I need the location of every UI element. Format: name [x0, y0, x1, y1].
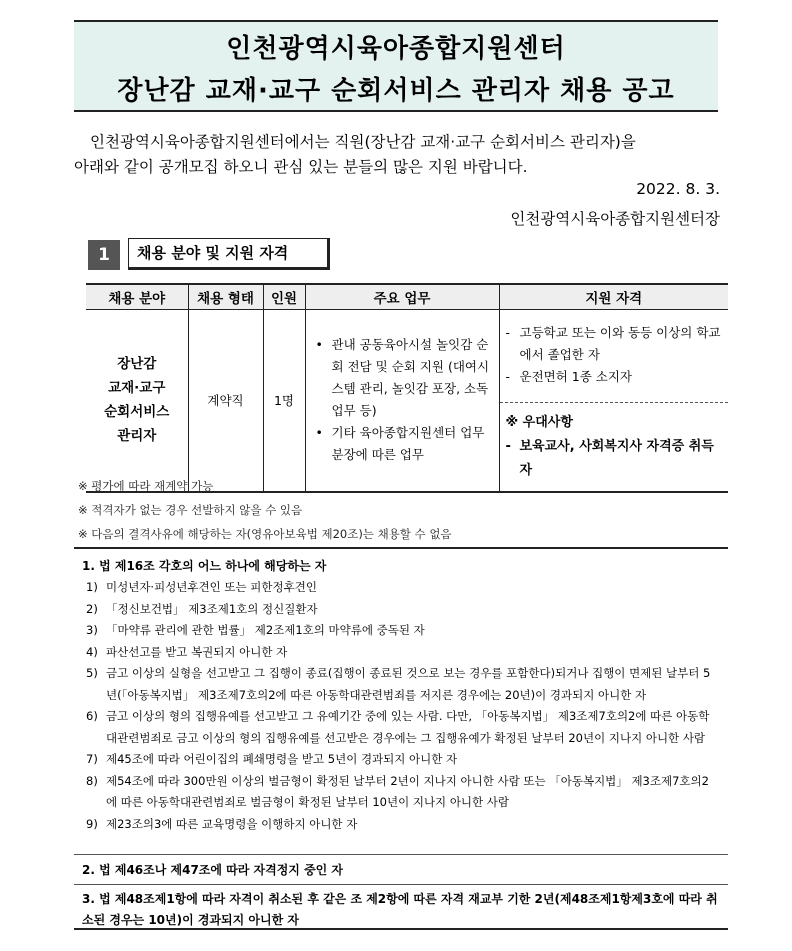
list-item — [82, 749, 720, 771]
notice-title: 장난감 교재·교구 순회서비스 관리자 채용 공고 — [117, 76, 675, 106]
disqualification-group-1 — [74, 549, 728, 855]
item-number: 4) — [86, 644, 98, 659]
item-text: 제54조에 따라 300만원 이상의 벌금형이 확정된 날부터 2년이 지나지 아니한 사람 또는 「아동복지법」 제3조제7호의2에 따른 아동학대관련범죄로 벌금형이 확정된 날부터 10년이 지나지 아니한 사람 — [106, 773, 709, 809]
field-line: 순회서비스 — [104, 404, 170, 420]
item-number: 2) — [86, 601, 98, 616]
duty-bullet: • — [315, 425, 323, 440]
qual-bullet: - — [505, 368, 511, 384]
note-disqualification: ※ 다음의 결격사유에 해당하는 자(영유아보육법 제20조)는 채용할 수 없음 — [78, 527, 452, 541]
note-no-selection: ※ 적격자가 없는 경우 선발하지 않을 수 있음 — [78, 503, 303, 517]
duty-item — [316, 334, 493, 422]
intro-line-2: 아래와 같이 공개모집 하오니 관심 있는 분들의 많은 지원 바랍니다. — [74, 158, 528, 176]
reason-list — [82, 577, 720, 835]
item-number: 3) — [86, 623, 98, 637]
qualification-item — [506, 366, 725, 388]
field-cell — [86, 309, 188, 492]
duty-text: 기타 육아종합지원센터 업무분장에 따른 업무 — [331, 425, 485, 462]
disqualification-group-2 — [74, 855, 728, 885]
disqualification-box — [74, 547, 728, 930]
disqualification-group-3 — [74, 885, 728, 930]
item-text: 제45조에 따라 어린이집의 폐쇄명령을 받고 5년이 경과되지 아니한 자 — [106, 752, 458, 766]
item-text: 「정신보건법」 제3조제1호의 정신질환자 — [106, 601, 318, 616]
preference-text: 보육교사, 사회복지사 자격증 취득자 — [519, 438, 714, 478]
duty-text: 관내 공동육아시설 놀잇감 순회 전담 및 순회 지원 (대여시스템 관리, 놀잇감 포장, 소독 업무 등) — [331, 337, 490, 418]
title-banner — [74, 20, 718, 112]
qualification-text: 고등학교 또는 이와 동등 이상의 학교에서 졸업한 자 — [519, 324, 721, 362]
recruitment-table — [86, 283, 728, 493]
qualifications-cell — [499, 309, 728, 492]
section-title: 채용 분야 및 지원 자격 — [128, 238, 330, 270]
group-title: 2. 법 제46조나 제47조에 따라 자격정지 중인 자 — [82, 863, 344, 877]
type-cell: 계약직 — [188, 309, 263, 492]
org-title: 인천광역시육아종합지원센터 — [226, 34, 566, 64]
duty-item — [316, 422, 493, 466]
section-number: 1 — [88, 240, 120, 270]
group-title: 1. 법 제16조 각호의 어느 하나에 해당하는 자 — [82, 559, 327, 573]
list-item — [82, 663, 720, 706]
item-text: 「마약류 관리에 관한 법률」 제2조제1호의 마약류에 중독된 자 — [106, 623, 425, 637]
item-number: 6) — [86, 709, 98, 723]
preference-item — [506, 435, 723, 483]
header-duties: 주요 업무 — [305, 284, 499, 309]
header-type: 채용 형태 — [188, 284, 263, 309]
item-text: 금고 이상의 형의 집행유예를 선고받고 그 유예기간 중에 있는 사람. 다만, 「아동복지법」 제3조제7호의2에 따른 아동학대관련범죄로 금고 이상의 형의 집행유예를 선고받은 경우에는 그 집행유예가 확정된 날부터 20년이 지나지 아니한 사람 — [106, 709, 710, 745]
duty-bullet: • — [315, 337, 323, 352]
note-renewal: ※ 평가에 따라 재계약 가능 — [78, 479, 214, 493]
table-row — [86, 309, 728, 492]
list-item — [82, 577, 720, 599]
field-line: 관리자 — [117, 428, 157, 444]
field-line: 장난감 — [117, 356, 157, 372]
field-line: 교재·교구 — [108, 380, 166, 396]
list-item — [82, 706, 720, 749]
notice-date: 2022. 8. 3. — [636, 180, 720, 198]
table-header-row — [86, 284, 728, 309]
list-item — [82, 771, 720, 814]
list-item — [82, 599, 720, 621]
header-qualifications: 지원 자격 — [499, 284, 728, 309]
item-number: 8) — [86, 773, 98, 788]
preference-title: ※ 우대사항 — [505, 414, 573, 430]
item-text: 파산선고를 받고 복권되지 아니한 자 — [106, 644, 288, 659]
header-field: 채용 분야 — [86, 284, 188, 309]
qualification-item — [506, 322, 725, 366]
qualification-list — [500, 310, 729, 403]
item-text: 미성년자·피성년후견인 또는 피한정후견인 — [106, 580, 317, 594]
duties-cell — [305, 309, 499, 492]
count-cell: 1명 — [263, 309, 305, 492]
intro-line-1: 인천광역시육아종합지원센터에서는 직원(장난감 교재·교구 순회서비스 관리자)을 — [90, 133, 636, 151]
item-number: 1) — [86, 580, 98, 594]
list-item — [82, 814, 720, 836]
item-number: 9) — [86, 816, 98, 831]
preference-block — [500, 403, 729, 491]
item-text: 제23조의3에 따른 교육명령을 이행하지 아니한 자 — [106, 816, 358, 831]
group-title: 3. 법 제48조제1항에 따라 자격이 취소된 후 같은 조 제2항에 따른 자격 재교부 기한 2년(제48조제1항제3호에 따라 취소된 경우는 10년)이 경과되지 아니한 자 — [82, 892, 718, 927]
item-number: 5) — [86, 666, 98, 680]
qualification-text: 운전면허 1종 소지자 — [519, 368, 632, 384]
item-number: 7) — [86, 752, 98, 766]
notice-signer: 인천광역시육아종합지원센터장 — [510, 210, 720, 228]
list-item — [82, 642, 720, 664]
item-text: 금고 이상의 실형을 선고받고 그 집행이 종료(집행이 종료된 것으로 보는 경우를 포함한다)되거나 집행이 면제된 날부터 5년(「아동복지법」 제3조제7호의2에 따른 아동학대관련범죄를 저지른 경우에는 20년)이 경과되지 아니한 자 — [106, 666, 711, 702]
header-count: 인원 — [263, 284, 305, 309]
qual-bullet: - — [505, 324, 511, 340]
qual-bullet: - — [505, 438, 511, 454]
list-item — [82, 620, 720, 642]
